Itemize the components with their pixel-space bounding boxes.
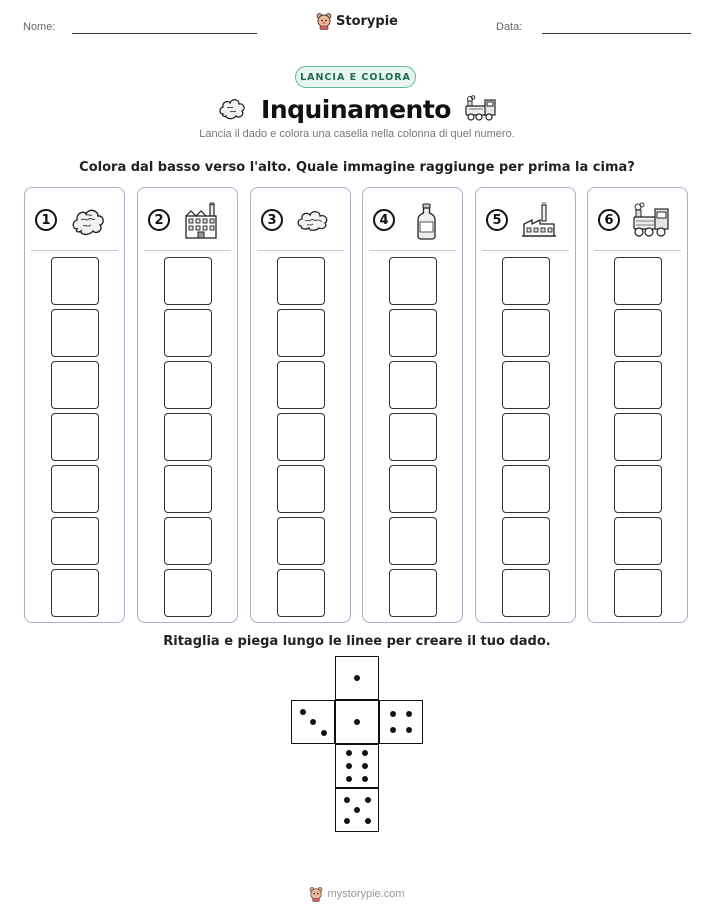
die-face-1	[335, 656, 379, 700]
color-box[interactable]	[51, 309, 99, 357]
date-line[interactable]	[542, 33, 691, 34]
color-box[interactable]	[164, 517, 212, 565]
color-box[interactable]	[389, 361, 437, 409]
column-divider	[31, 250, 118, 251]
color-box[interactable]	[389, 465, 437, 513]
steam-train-icon	[465, 95, 497, 123]
color-box[interactable]	[51, 569, 99, 617]
die-pip	[362, 763, 368, 769]
subtitle: Lancia il dado e colora una casella nella colonna di quel numero.	[199, 128, 515, 140]
die-pip	[354, 807, 360, 813]
color-box[interactable]	[277, 257, 325, 305]
color-box[interactable]	[164, 309, 212, 357]
color-box[interactable]	[389, 517, 437, 565]
column-number: 4	[373, 209, 395, 231]
cut-instruction: Ritaglia e piega lungo le linee per creare il tuo dado.	[163, 634, 551, 649]
color-box[interactable]	[164, 257, 212, 305]
column-header	[476, 202, 574, 242]
color-box[interactable]	[164, 361, 212, 409]
die-pip	[344, 797, 350, 803]
column-4	[362, 187, 463, 623]
color-box[interactable]	[614, 413, 662, 461]
color-box[interactable]	[614, 569, 662, 617]
color-box[interactable]	[277, 361, 325, 409]
color-box[interactable]	[389, 309, 437, 357]
column-number: 6	[598, 209, 620, 231]
title-row	[0, 91, 714, 127]
column-header	[588, 202, 686, 242]
column-5	[475, 187, 576, 623]
color-box[interactable]	[277, 413, 325, 461]
color-box[interactable]	[502, 257, 550, 305]
column-divider	[257, 250, 344, 251]
die-pip	[354, 719, 360, 725]
die-face-5	[335, 788, 379, 832]
die-pip	[344, 818, 350, 824]
color-box[interactable]	[51, 361, 99, 409]
die-face-4	[379, 700, 423, 744]
color-box[interactable]	[614, 465, 662, 513]
color-box[interactable]	[389, 413, 437, 461]
small-factory-icon	[520, 202, 558, 240]
factory-icon	[182, 202, 220, 240]
color-box[interactable]	[389, 569, 437, 617]
column-number: 5	[486, 209, 508, 231]
die-pip	[346, 750, 352, 756]
die-pip	[365, 797, 371, 803]
die-pip	[362, 776, 368, 782]
color-box[interactable]	[614, 517, 662, 565]
color-box[interactable]	[614, 257, 662, 305]
column-3	[250, 187, 351, 623]
color-box[interactable]	[502, 569, 550, 617]
color-box[interactable]	[502, 361, 550, 409]
activity-badge: LANCIA E COLORA	[295, 66, 416, 88]
column-number: 1	[35, 209, 57, 231]
name-label: Nome:	[23, 21, 56, 33]
color-box[interactable]	[502, 413, 550, 461]
color-box[interactable]	[164, 465, 212, 513]
die-face-6	[335, 744, 379, 788]
date-label: Data:	[496, 21, 523, 33]
column-number: 2	[148, 209, 170, 231]
smog-cloud-icon	[217, 96, 247, 122]
die-pip	[365, 818, 371, 824]
storypie-mascot-icon	[309, 886, 323, 902]
bottle-icon	[407, 202, 445, 240]
column-divider	[144, 250, 231, 251]
die-pip	[321, 730, 327, 736]
color-box[interactable]	[502, 309, 550, 357]
color-box[interactable]	[51, 413, 99, 461]
column-header	[363, 202, 461, 242]
column-2	[137, 187, 238, 623]
footer-url: mystorypie.com	[327, 888, 405, 900]
storypie-mascot-icon	[316, 12, 332, 30]
color-box[interactable]	[614, 309, 662, 357]
color-box[interactable]	[164, 413, 212, 461]
die-face-3	[291, 700, 335, 744]
die-pip	[406, 727, 412, 733]
column-number: 3	[261, 209, 283, 231]
steam-train-icon	[632, 202, 670, 240]
instruction-text: Colora dal basso verso l'alto. Quale immagine raggiunge per prima la cima?	[79, 160, 635, 175]
color-box[interactable]	[502, 517, 550, 565]
page-title: Inquinamento	[261, 94, 451, 124]
column-header	[138, 202, 236, 242]
color-box[interactable]	[614, 361, 662, 409]
die-pip	[346, 763, 352, 769]
column-1	[24, 187, 125, 623]
brand-name: Storypie	[336, 13, 398, 29]
color-box[interactable]	[164, 569, 212, 617]
column-divider	[482, 250, 569, 251]
color-box[interactable]	[277, 569, 325, 617]
footer	[0, 886, 714, 902]
die-pip	[310, 719, 316, 725]
die-pip	[354, 675, 360, 681]
column-header	[251, 202, 349, 242]
column-6	[587, 187, 688, 623]
color-box[interactable]	[51, 465, 99, 513]
die-pip	[300, 709, 306, 715]
color-box[interactable]	[389, 257, 437, 305]
brand-logo	[0, 12, 714, 30]
color-box[interactable]	[502, 465, 550, 513]
color-box[interactable]	[51, 517, 99, 565]
column-divider	[594, 250, 681, 251]
die-pip	[406, 711, 412, 717]
die-face-1	[335, 700, 379, 744]
color-box[interactable]	[277, 309, 325, 357]
color-box[interactable]	[277, 517, 325, 565]
smoke-cloud-icon	[295, 202, 333, 240]
name-line[interactable]	[72, 33, 257, 34]
column-divider	[369, 250, 456, 251]
die-pip	[390, 727, 396, 733]
color-box[interactable]	[277, 465, 325, 513]
color-box[interactable]	[51, 257, 99, 305]
column-header	[25, 202, 123, 242]
die-pip	[362, 750, 368, 756]
die-pip	[346, 776, 352, 782]
die-pip	[390, 711, 396, 717]
smog-cloud-icon	[69, 202, 107, 240]
